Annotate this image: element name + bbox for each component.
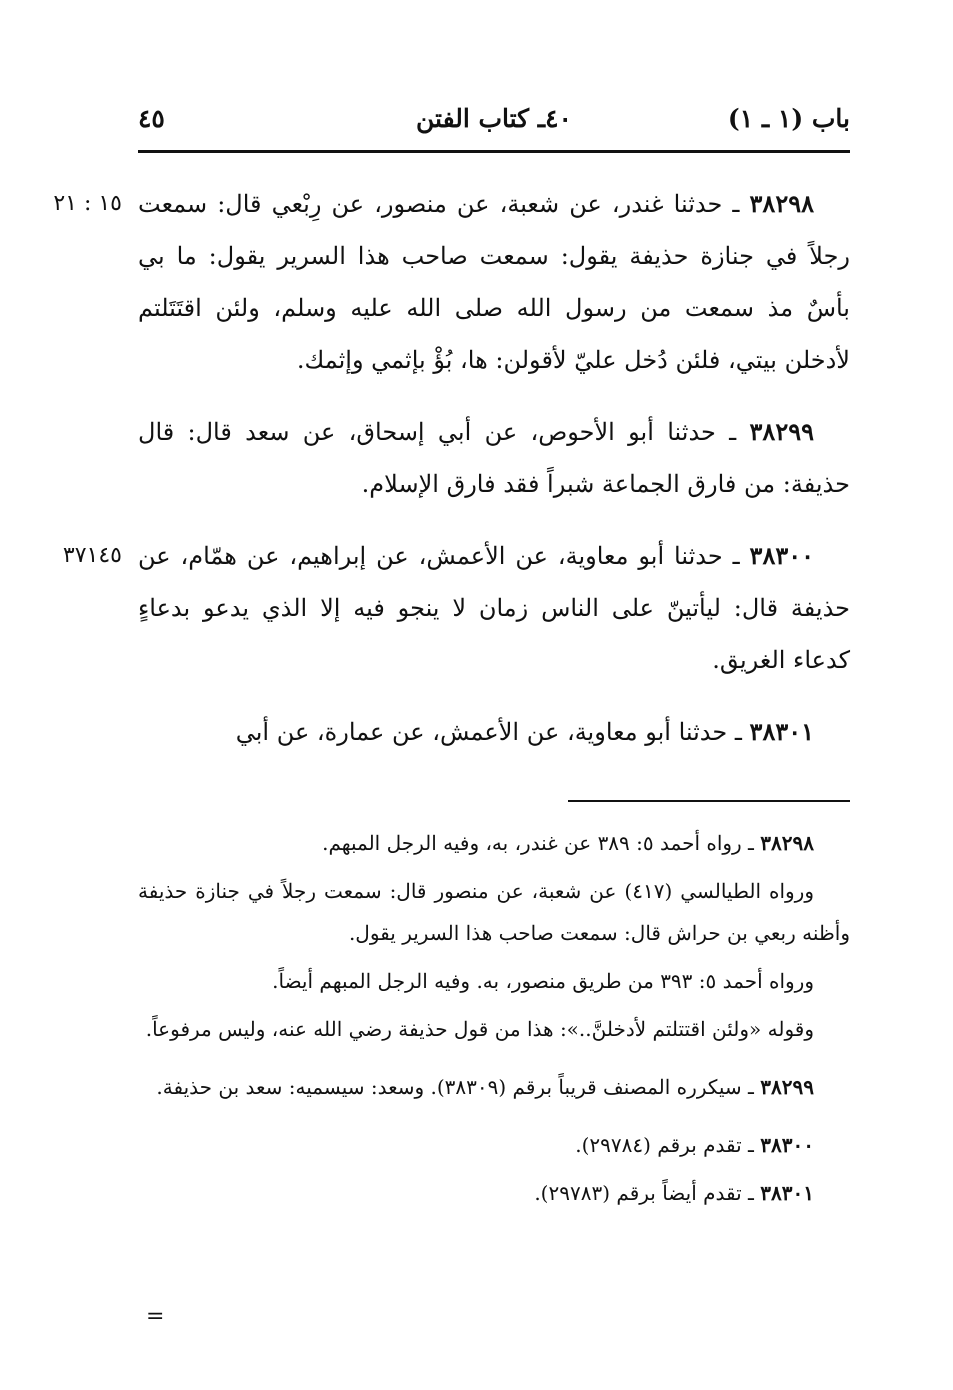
hadith-number: ٣٨٣٠١ bbox=[749, 717, 814, 746]
footnote bbox=[138, 1172, 850, 1214]
hadith-entry bbox=[53, 178, 850, 386]
footnote bbox=[138, 1124, 850, 1166]
running-header bbox=[138, 104, 850, 144]
footnote-text: ورواه الطيالسي (٤١٧) عن شعبة، عن منصور قال: سمعت رجلاً في جنازة حذيفة وأظنه ربعي بن حراش قال: سمعت صاحب هذا السرير يقول. bbox=[138, 879, 850, 945]
footnote-text: ورواه أحمد ٥: ٣٩٣ من طريق منصور، به. وفيه الرجل المبهم أيضاً. bbox=[272, 969, 814, 993]
footnote-number: ٣٨٣٠٠ bbox=[760, 1133, 814, 1157]
book-title: ٤٠ـ كتاب الفتن bbox=[416, 104, 572, 133]
footnote bbox=[138, 870, 850, 954]
spacer bbox=[138, 1056, 850, 1066]
footnote-text: ـ رواه أحمد ٥: ٣٨٩ عن غندر، به، وفيه الرجل المبهم. bbox=[322, 831, 754, 855]
hadith-entry bbox=[62, 530, 850, 686]
hadith-number: ٣٨٢٩٩ bbox=[749, 417, 814, 446]
hadith-number: ٣٨٢٩٨ bbox=[749, 189, 814, 218]
chapter-label: باب (١ ـ ١) bbox=[727, 104, 850, 133]
cross-reference: ٣٧١٤٥ bbox=[62, 543, 122, 568]
page-number: ٤٥ bbox=[138, 104, 165, 133]
footnote-text: ـ تقدم أيضاً برقم (٢٩٧٨٣). bbox=[534, 1181, 754, 1205]
footnote-text: ـ سيكرره المصنف قريباً برقم (٣٨٣٠٩). وسعد: سيسميه: سعد بن حذيفة. bbox=[156, 1075, 754, 1099]
hadith-entry bbox=[138, 706, 850, 758]
continuation-mark: = bbox=[146, 1304, 165, 1329]
footnote bbox=[138, 822, 850, 864]
footnote bbox=[138, 1066, 850, 1108]
footnote-text: وقوله «ولئن اقتتلتم لأدخلنَّ..»: هذا من قول حذيفة رضي الله عنه، وليس مرفوعاً. bbox=[145, 1017, 814, 1041]
footnote-separator bbox=[568, 800, 850, 802]
cross-reference: ١٥ : ٢١ bbox=[53, 191, 122, 216]
hadith-number: ٣٨٣٠٠ bbox=[749, 541, 814, 570]
header-rule bbox=[138, 150, 850, 153]
footnote-number: ٣٨٣٠١ bbox=[760, 1181, 814, 1205]
hadith-entry bbox=[138, 406, 850, 510]
footnote-number: ٣٨٢٩٩ bbox=[760, 1075, 814, 1099]
footnote bbox=[138, 960, 850, 1002]
hadith-text: ـ حدثنا أبو معاوية، عن الأعمش، عن إبراهيم، عن همّام، عن حذيفة قال: ليأتينّ على الناس زمان لا ينجو فيه إلا الذي يدعو بدعاءٍ كدعاء الغريق. bbox=[138, 542, 850, 674]
footnote-text: ـ تقدم برقم (٢٩٧٨٤). bbox=[575, 1133, 754, 1157]
footnote bbox=[138, 1008, 850, 1050]
footnote-number: ٣٨٢٩٨ bbox=[760, 831, 814, 855]
hadith-text: ـ حدثنا أبو معاوية، عن الأعمش، عن عمارة، عن أبي bbox=[235, 718, 742, 746]
hadith-text: ـ حدثنا أبو الأحوص، عن أبي إسحاق، عن سعد قال: قال حذيفة: من فارق الجماعة شبراً فقد فارق الإسلام. bbox=[138, 418, 850, 498]
main-text bbox=[53, 178, 850, 778]
spacer bbox=[138, 1114, 850, 1124]
footnotes bbox=[138, 822, 850, 1220]
hadith-text: ـ حدثنا غندر، عن شعبة، عن منصور، عن رِبْعي قال: سمعت رجلاً في جنازة حذيفة يقول: سمعت صاحب هذا السرير يقول: ما بي بأسٌ مذ سمعت من رسول الله صلى الله عليه وسلم، ولئن اقتَتَلتم لأدخلن بيتي، فلئن دُخل عليّ لأقولن: ها، بُؤْ بإثمي وإثمك. bbox=[138, 190, 850, 374]
